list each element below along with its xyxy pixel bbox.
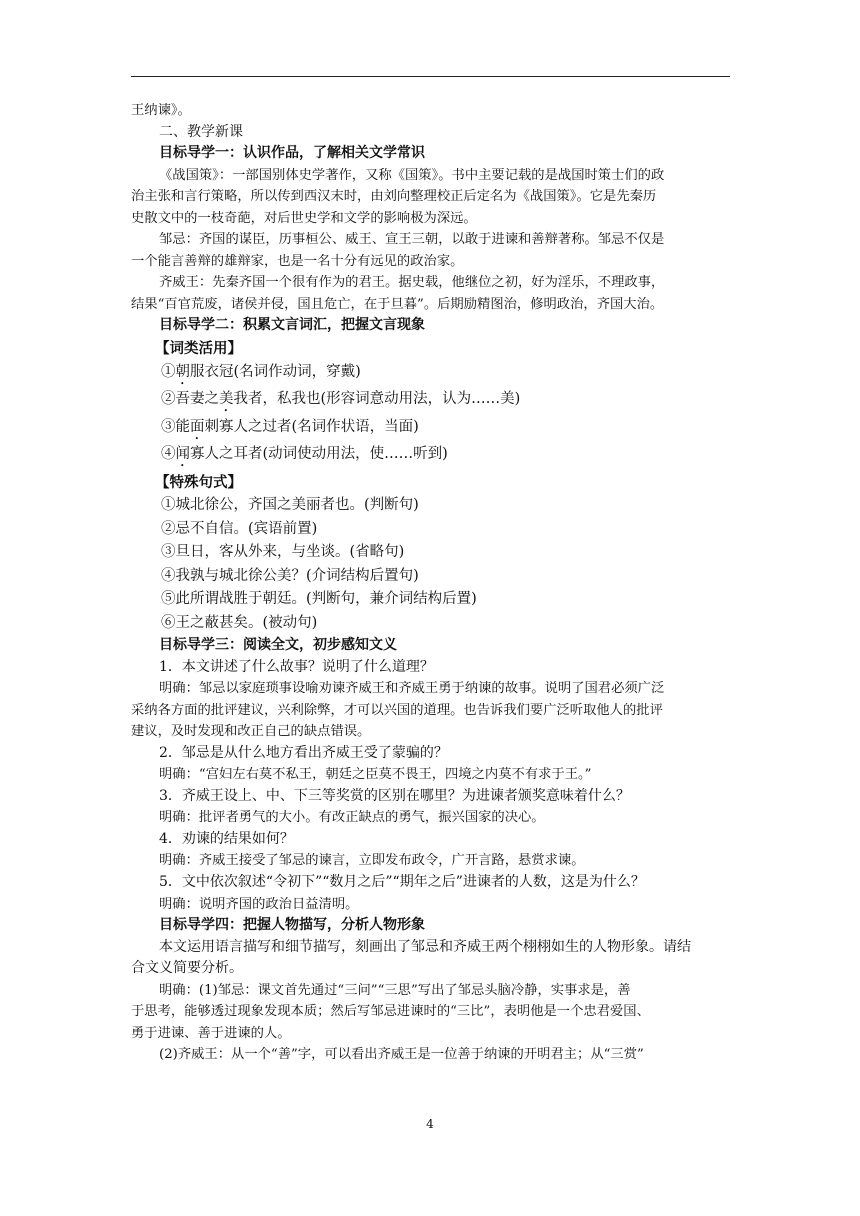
analysis-line: 明确：(1)邹忌：课文首先通过“三问”“三思”写出了邹忌头脑冷静，实事求是，善 xyxy=(159,982,631,998)
teshujushi-item: ④我孰与城北徐公美？(介词结构后置句) xyxy=(161,567,419,584)
question: 5．文中依次叙述“令初下”“数月之后”“期年之后”进谏者的人数，这是为什么？ xyxy=(159,874,645,891)
answer-line: 明确：齐威王接受了邹忌的谏言，立即发布政令，广开言路，悬赏求谏。 xyxy=(159,853,585,869)
answer-line: 建议，及时发现和改正自己的缺点错误。 xyxy=(131,724,371,740)
analysis-line: 于思考，能够透过现象发现本质；然后写邹忌进谏时的“三比”，表明他是一个忠君爱国、 xyxy=(131,1004,650,1020)
answer-line: 明确：说明齐国的政治日益清明。 xyxy=(159,896,359,912)
analysis-line: 勇于进谏、善于进谏的人。 xyxy=(131,1025,291,1041)
page-body xyxy=(131,100,731,1066)
ciliehuoyong-title: 【词类活用】 xyxy=(155,340,242,358)
analysis-line: (2)齐威王：从一个“善”字，可以看出齐威王是一位善于纳谏的开明君主；从“三赏” xyxy=(159,1047,644,1063)
question: 4．劝谏的结果如何？ xyxy=(159,830,294,847)
teshujushi-item: ⑥王之蔽甚矣。(被动句) xyxy=(161,614,318,631)
question: 3．齐威王设上、中、下三等奖赏的区别在哪里？为进谏者颁奖意味着什么？ xyxy=(159,787,630,804)
answer-line: 明确：邹忌以家庭琐事设喻劝谏齐威王和齐威王勇于纳谏的故事。说明了国君必须广泛 xyxy=(159,681,665,697)
zhanguoce-line: 《战国策》：一部国别体史学著作，又称《国策》。书中主要记载的是战国时策士们的政 xyxy=(159,167,665,183)
ciliehuoyong-item: ②吾妻之美我者，私我也(形容词意动用法，认为……美) xyxy=(161,391,521,408)
teshujushi-item: ①城北徐公，齐国之美丽者也。(判断句) xyxy=(161,497,419,514)
goal4-title: 目标导学四：把握人物描写，分析人物形象 xyxy=(159,917,425,934)
header-rule xyxy=(131,76,730,77)
intro-line: 合文义简要分析。 xyxy=(131,960,243,977)
answer-line: 明确：批评者勇气的大小。有改正缺点的勇气，振兴国家的决心。 xyxy=(159,810,545,826)
zouji-line: 一个能言善辩的雄辩家，也是一名十分有远见的政治家。 xyxy=(131,253,464,269)
ciliehuoyong-item: ③能面刺寡人之过者(名词作状语，当面) xyxy=(161,418,419,435)
weiwang-line: 结果“百官荒废，诸侯并侵，国且危亡，在于旦暮”。后期励精图治，修明政治，齐国大治。 xyxy=(131,296,664,312)
weiwang-line: 齐威王：先秦齐国一个很有作为的君王。据史载，他继位之初，好为淫乐，不理政事， xyxy=(159,275,665,291)
goal1-title: 目标导学一：认识作品，了解相关文学常识 xyxy=(159,145,425,162)
answer-line: 明确：“宫妇左右莫不私王，朝廷之臣莫不畏王，四境之内莫不有求于王。” xyxy=(159,767,592,783)
answer-line: 采纳各方面的批评建议，兴利除弊，才可以兴国的道理。也告诉我们要广泛听取他人的批评 xyxy=(131,702,663,718)
zouji-line: 邹忌：齐国的谋臣，历事桓公、威王、宣王三朝，以敢于进谏和善辩著称。邹忌不仅是 xyxy=(159,232,665,248)
ciliehuoyong-item: ①朝服衣冠(名词作动词，穿戴) xyxy=(161,363,361,380)
zhanguoce-line: 史散文中的一枝奇葩，对后世史学和文学的影响极为深远。 xyxy=(131,210,477,226)
continued-text: 王纳谏》。 xyxy=(131,103,191,118)
section-heading: 二、教学新课 xyxy=(159,123,243,140)
teshujushi-title: 【特殊句式】 xyxy=(155,473,242,491)
zhanguoce-line: 治主张和言行策略，所以传到西汉末时，由刘向整理校正后定名为《战国策》。它是先秦历 xyxy=(131,189,657,205)
teshujushi-item: ③旦日，客从外来，与坐谈。(省略句) xyxy=(161,544,405,561)
teshujushi-item: ②忌不自信。(宾语前置) xyxy=(161,520,318,537)
goal2-title: 目标导学二：积累文言词汇，把握文言现象 xyxy=(159,317,425,334)
question: 1．本文讲述了什么故事？说明了什么道理？ xyxy=(159,658,434,675)
ciliehuoyong-item: ④闻寡人之耳者(动词使动用法，使……听到) xyxy=(161,446,448,463)
page-number: 4 xyxy=(426,1117,434,1131)
question: 2．邹忌是从什么地方看出齐威王受了蒙骗的？ xyxy=(159,744,448,761)
goal3-title: 目标导学三：阅读全文，初步感知文义 xyxy=(159,637,397,654)
intro-line: 本文运用语言描写和细节描写，刻画出了邹忌和齐威王两个栩栩如生的人物形象。请结 xyxy=(159,938,691,955)
teshujushi-item: ⑤此所谓战胜于朝廷。(判断句，兼介词结构后置) xyxy=(161,591,477,608)
